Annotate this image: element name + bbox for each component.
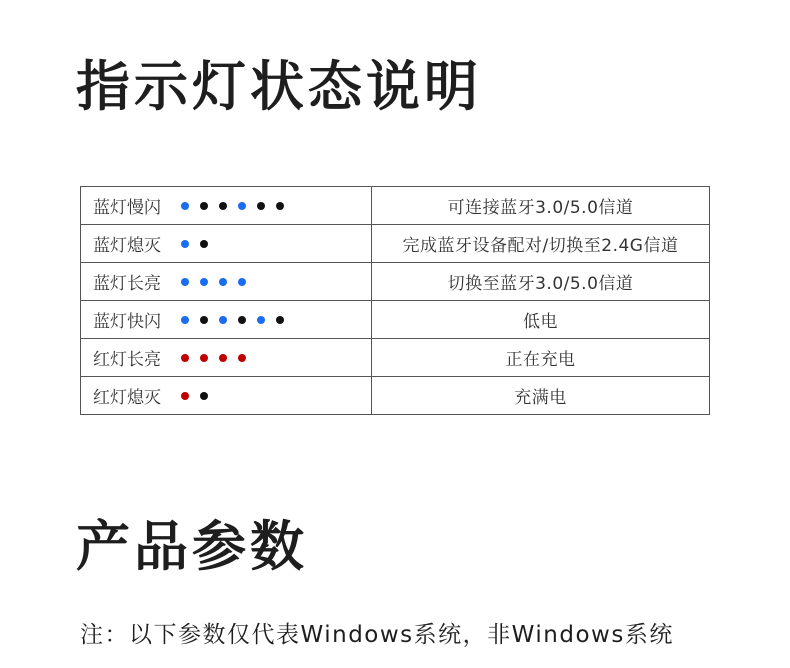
indicator-state-label: 红灯长亮 [93, 350, 161, 370]
indicator-light-dot-icon [200, 278, 208, 286]
indicator-row [81, 377, 710, 415]
indicator-light-dot-icon [181, 354, 189, 362]
indicator-state-cell [81, 377, 372, 415]
indicator-state-cell [81, 225, 372, 263]
indicator-light-dot-icon [200, 202, 208, 210]
indicator-section-title: 指示灯状态说明 [76, 55, 482, 118]
indicator-state-label: 蓝灯慢闪 [93, 198, 161, 218]
indicator-meaning-cell: 可连接蓝牙3.0/5.0信道 [372, 187, 710, 225]
indicator-row [81, 225, 710, 263]
indicator-light-pattern [181, 392, 208, 400]
indicator-light-pattern [181, 354, 246, 362]
indicator-state-label: 红灯熄灭 [93, 388, 161, 408]
indicator-state-cell [81, 301, 372, 339]
indicator-status-table [80, 186, 710, 415]
indicator-row [81, 263, 710, 301]
indicator-light-dot-icon [181, 392, 189, 400]
indicator-meaning-cell: 低电 [372, 301, 710, 339]
indicator-light-dot-icon [200, 354, 208, 362]
indicator-light-dot-icon [257, 202, 265, 210]
indicator-state-label: 蓝灯快闪 [93, 312, 161, 332]
indicator-light-dot-icon [276, 316, 284, 324]
indicator-light-dot-icon [200, 392, 208, 400]
indicator-light-dot-icon [181, 202, 189, 210]
indicator-meaning-cell: 切换至蓝牙3.0/5.0信道 [372, 263, 710, 301]
indicator-light-dot-icon [238, 278, 246, 286]
indicator-light-pattern [181, 278, 246, 286]
indicator-state-label: 蓝灯熄灭 [93, 236, 161, 256]
indicator-light-dot-icon [238, 202, 246, 210]
indicator-meaning-cell: 正在充电 [372, 339, 710, 377]
indicator-light-dot-icon [219, 278, 227, 286]
indicator-row [81, 339, 710, 377]
indicator-light-dot-icon [181, 278, 189, 286]
indicator-row [81, 301, 710, 339]
indicator-light-dot-icon [181, 240, 189, 248]
indicator-row [81, 187, 710, 225]
indicator-meaning-cell: 完成蓝牙设备配对/切换至2.4G信道 [372, 225, 710, 263]
indicator-light-pattern [181, 240, 208, 248]
product-params-title: 产品参数 [76, 515, 308, 578]
indicator-light-dot-icon [200, 240, 208, 248]
indicator-state-cell [81, 263, 372, 301]
indicator-light-pattern [181, 316, 284, 324]
indicator-light-dot-icon [276, 202, 284, 210]
indicator-light-dot-icon [181, 316, 189, 324]
indicator-light-dot-icon [219, 316, 227, 324]
indicator-state-cell [81, 187, 372, 225]
params-note: 注：以下参数仅代表Windows系统，非Windows系统 [80, 622, 674, 648]
indicator-state-cell [81, 339, 372, 377]
indicator-light-dot-icon [200, 316, 208, 324]
indicator-light-dot-icon [238, 354, 246, 362]
indicator-light-dot-icon [238, 316, 246, 324]
indicator-light-dot-icon [219, 202, 227, 210]
indicator-light-pattern [181, 202, 284, 210]
indicator-meaning-cell: 充满电 [372, 377, 710, 415]
indicator-light-dot-icon [257, 316, 265, 324]
indicator-state-label: 蓝灯长亮 [93, 274, 161, 294]
indicator-light-dot-icon [219, 354, 227, 362]
